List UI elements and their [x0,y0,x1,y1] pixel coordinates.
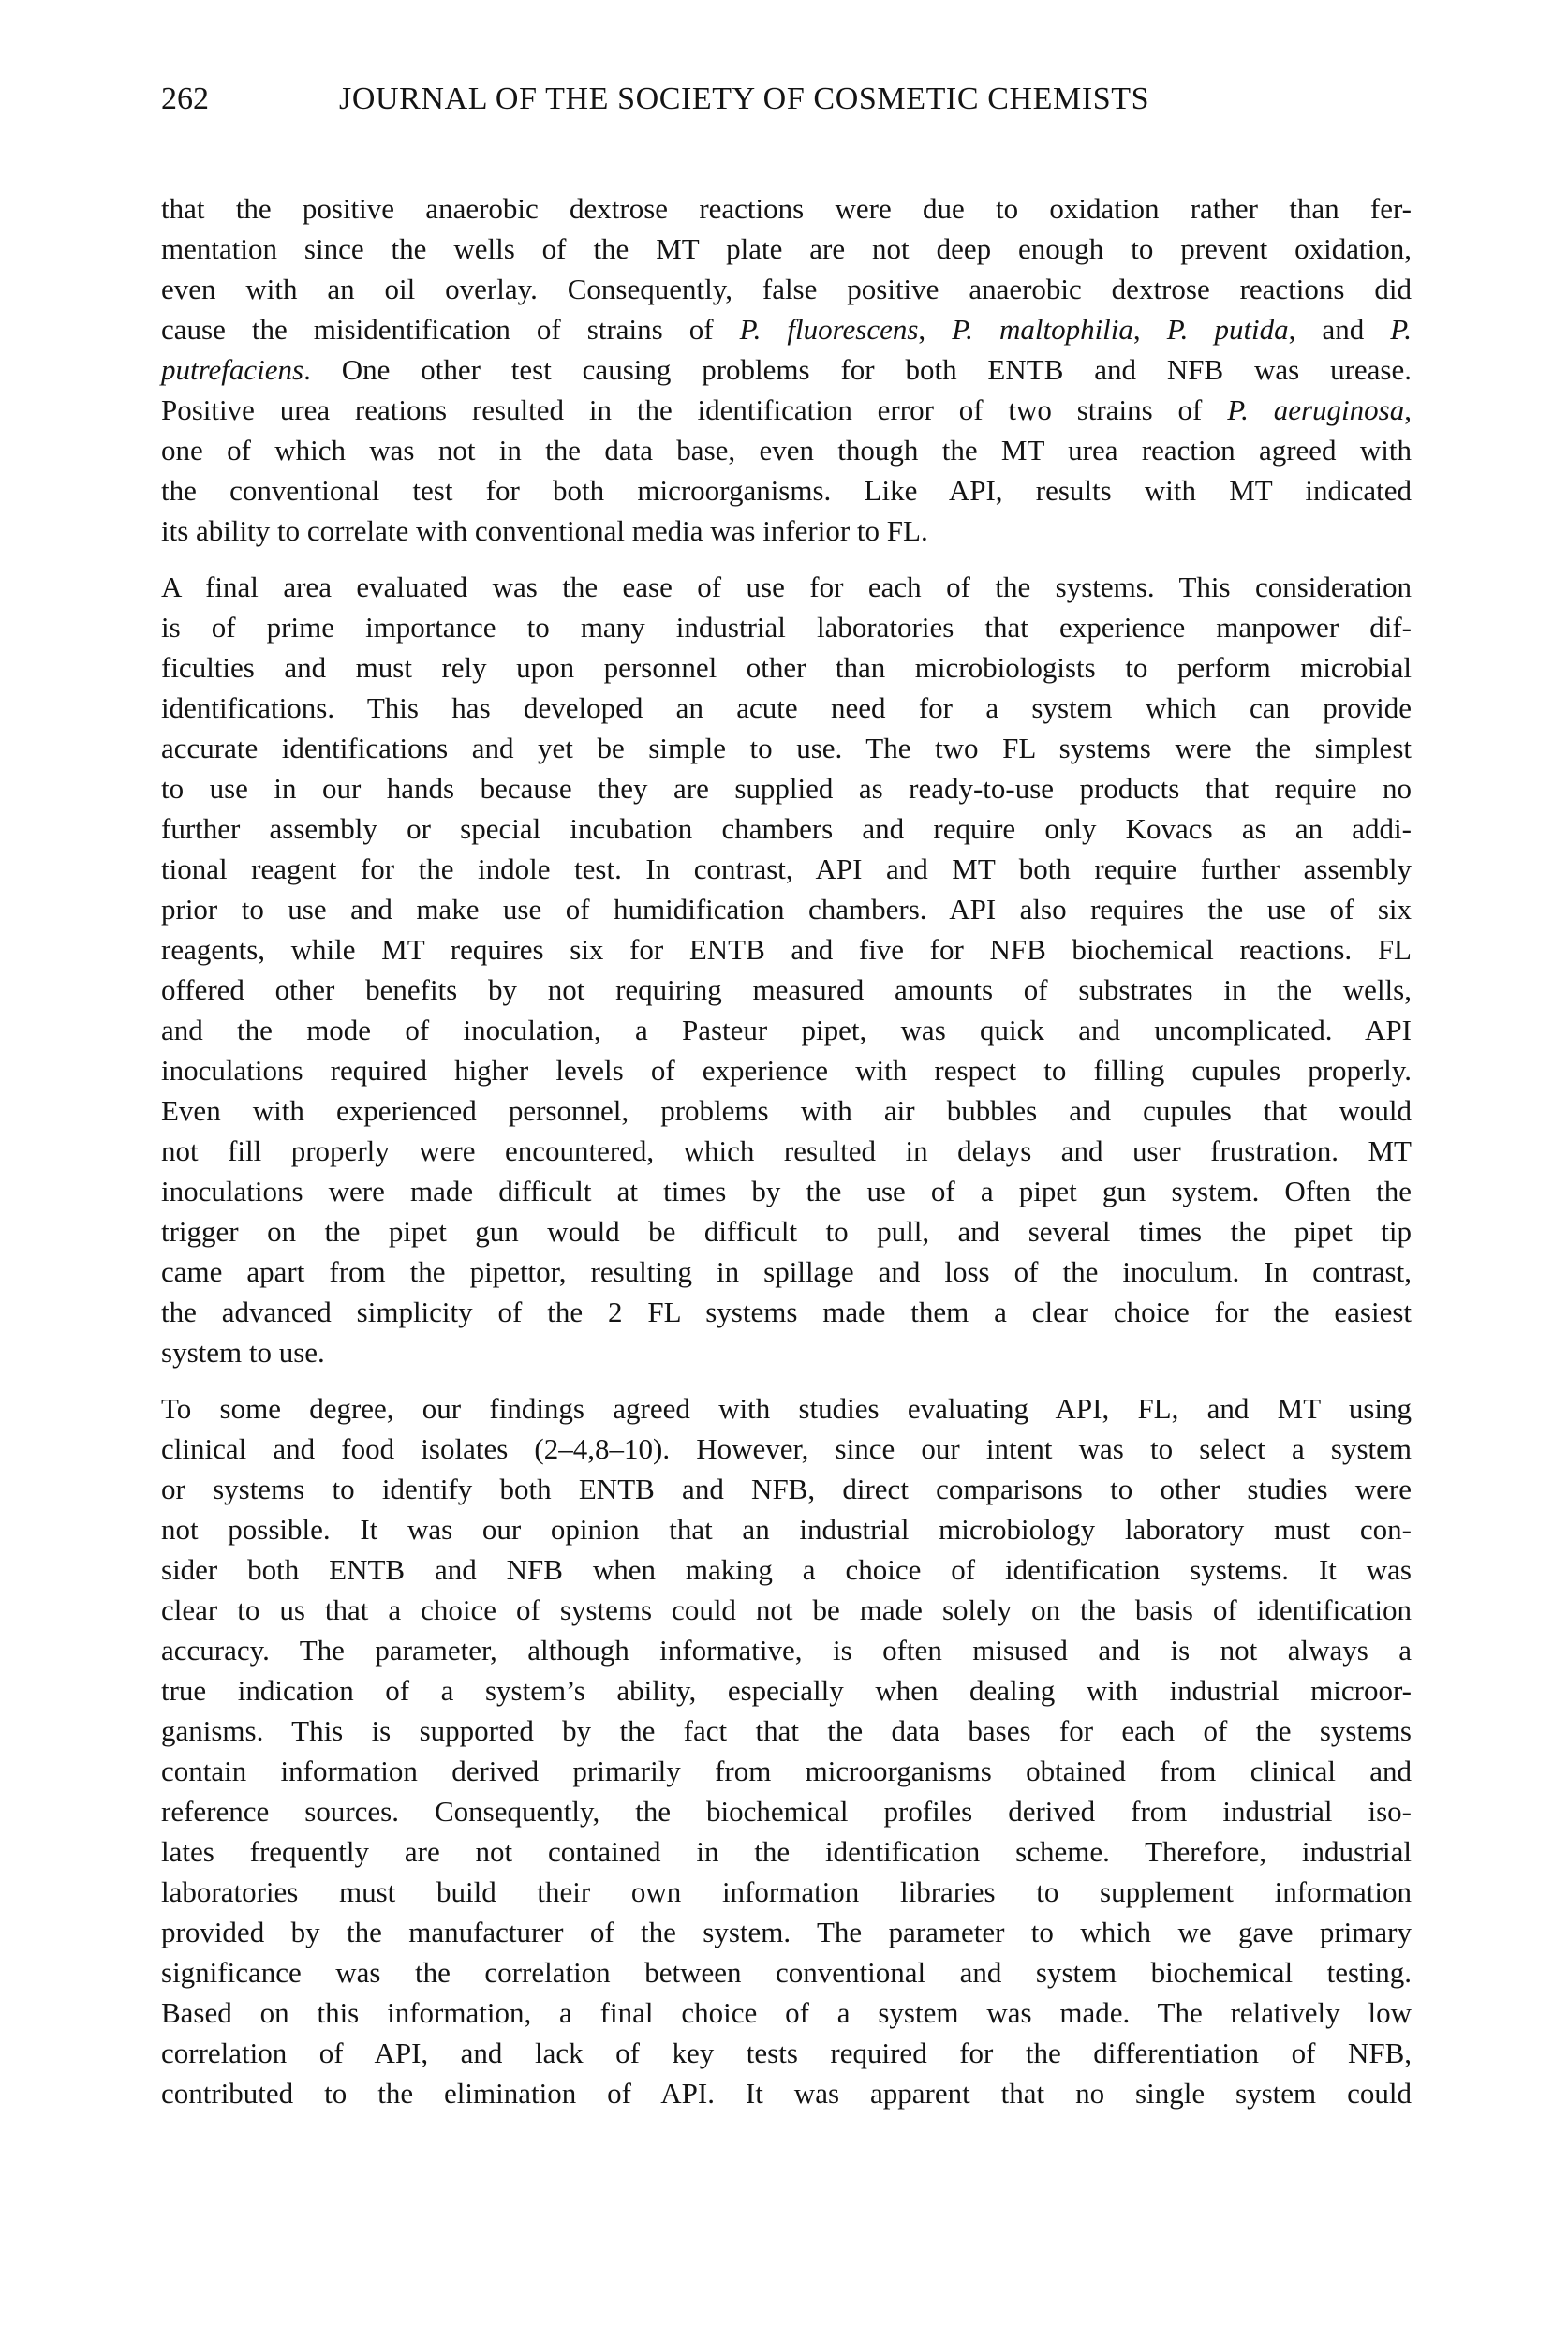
text-line [161,1171,1412,1211]
text-line [161,269,1412,309]
text-run: inoculations required higher levels of experience with respect to filling cupules properly. [161,1054,1412,1087]
paragraph [161,188,1412,551]
text-run: Based on this information, a final choice of a system was made. The relatively low [161,1996,1412,2029]
text-line [161,1993,1412,2033]
text-line [161,2033,1412,2073]
text-line [161,1509,1412,1549]
text-line [161,1912,1412,1952]
text-run: mentation since the wells of the MT plate are not deep enough to prevent oxidation, [161,232,1412,265]
text-run: Positive urea reations resulted in the identification error of two strains of [161,393,1228,426]
text-run: reference sources. Consequently, the biochemical profiles derived from industrial iso- [161,1795,1412,1828]
text-line [161,1670,1412,1711]
text-run: even with an oil overlay. Consequently, false positive anaerobic dextrose reactions did [161,273,1412,305]
text-run: cause the misidentification of strains of [161,313,740,346]
text-run: trigger on the pipet gun would be difficult to pull, and several times the pipet tip [161,1215,1412,1248]
text-line [161,688,1412,728]
text-line [161,229,1412,269]
text-run: ficulties and must rely upon personnel other than microbiologists to perform microbial [161,651,1412,684]
text-line [161,511,1412,551]
species-name: P. fluorescens [739,313,919,346]
text-run: inoculations were made difficult at times by the use of a pipet gun system. Often the [161,1175,1412,1207]
text-run: system to use. [161,1336,325,1369]
text-line [161,1388,1412,1429]
text-line [161,768,1412,808]
text-line [161,1429,1412,1469]
text-run: reagents, while MT requires six for ENTB and five for NFB biochemical reactions. FL [161,933,1412,966]
text-run: significance was the correlation between conventional and system biochemical testing. [161,1956,1412,1989]
text-line [161,1872,1412,1912]
text-line [161,970,1412,1010]
text-run: one of which was not in the data base, even though the MT urea reaction agreed with [161,434,1412,467]
text-line [161,470,1412,511]
text-run: tional reagent for the indole test. In contrast, API and MT both require further assembly [161,852,1412,885]
text-run: contain information derived primarily from microorganisms obtained from clinical and [161,1755,1412,1787]
text-line [161,1831,1412,1872]
text-run: to use in our hands because they are supplied as ready-to-use products that require no [161,772,1412,805]
text-run: clear to us that a choice of systems could not be made solely on the basis of identification [161,1593,1412,1626]
text-run: that the positive anaerobic dextrose reactions were due to oxidation rather than fer- [161,192,1412,225]
text-run: not possible. It was our opinion that an industrial microbiology laboratory must con- [161,1513,1412,1546]
text-run: the conventional test for both microorganisms. Like API, results with MT indicated [161,474,1412,507]
species-name: P. putida [1166,313,1289,346]
journal-title: JOURNAL OF THE SOCIETY OF COSMETIC CHEMISTS [339,81,1150,116]
text-run: Even with experienced personnel, problems with air bubbles and cupules that would [161,1094,1412,1127]
text-run: To some degree, our findings agreed with studies evaluating API, FL, and MT using [161,1392,1412,1425]
text-run: sider both ENTB and NFB when making a choice of identification systems. It was [161,1553,1412,1586]
text-run: provided by the manufacturer of the system. The parameter to which we gave primary [161,1916,1412,1948]
text-run: or systems to identify both ENTB and NFB, direct comparisons to other studies were [161,1473,1412,1505]
text-run: its ability to correlate with conventional media was inferior to FL. [161,514,928,547]
text-line [161,1952,1412,1993]
text-line [161,1751,1412,1791]
article-body [161,188,1412,2113]
text-line [161,309,1412,349]
text-line [161,1131,1412,1171]
text-run: . One other test causing problems for both ENTB and NFB was urease. [303,353,1412,386]
text-line [161,889,1412,929]
text-line [161,1211,1412,1252]
species-name: putrefaciens [161,353,304,386]
text-run: offered other benefits by not requiring measured amounts of substrates in the wells, [161,973,1412,1006]
text-line [161,647,1412,688]
text-line [161,1050,1412,1090]
text-run: ganisms. This is supported by the fact that the data bases for each of the systems [161,1714,1412,1747]
text-line [161,607,1412,647]
text-run: , [918,313,953,346]
text-line [161,390,1412,430]
text-run: A final area evaluated was the ease of use for each of the systems. This consideration [161,570,1412,603]
paragraph [161,567,1412,1372]
text-line [161,1469,1412,1509]
text-line [161,1590,1412,1630]
text-run: accurate identifications and yet be simple to use. The two FL systems were the simplest [161,732,1412,764]
text-run: the advanced simplicity of the 2 FL systems made them a clear choice for the easiest [161,1296,1412,1328]
text-line [161,1090,1412,1131]
paragraph [161,1388,1412,2113]
text-line [161,1292,1412,1332]
text-run: not fill properly were encountered, which resulted in delays and user frustration. MT [161,1134,1412,1167]
species-name: P. maltophilia [952,313,1133,346]
text-run: clinical and food isolates (2–4,8–10). However, since our intent was to select a system [161,1432,1412,1465]
page-number: 262 [161,81,209,116]
text-run: came apart from the pipettor, resulting in spillage and loss of the inoculum. In contrast, [161,1255,1412,1288]
text-line [161,567,1412,607]
text-line [161,1711,1412,1751]
text-run: lates frequently are not contained in the identification scheme. Therefore, industrial [161,1835,1412,1868]
text-run: identifications. This has developed an acute need for a system which can provide [161,691,1412,724]
text-run: true indication of a system’s ability, especially when dealing with industrial microor- [161,1674,1412,1707]
text-run: correlation of API, and lack of key tests required for the differentiation of NFB, [161,2037,1412,2069]
text-run: , and [1288,313,1391,346]
text-run: is of prime importance to many industrial laboratories that experience manpower dif- [161,611,1412,644]
text-run: and the mode of inoculation, a Pasteur pipet, was quick and uncomplicated. API [161,1014,1412,1046]
text-line [161,1549,1412,1590]
species-name: P. aeruginosa [1227,393,1405,426]
text-run: , [1404,393,1412,426]
text-run: laboratories must build their own information libraries to supplement information [161,1875,1412,1908]
text-line [161,430,1412,470]
text-line [161,849,1412,889]
text-line [161,1630,1412,1670]
text-run: prior to use and make use of humidification chambers. API also requires the use of six [161,893,1412,926]
text-run: , [1132,313,1167,346]
text-run: accuracy. The parameter, although informative, is often misused and is not always a [161,1634,1412,1667]
text-run: contributed to the elimination of API. It was apparent that no single system could [161,2077,1412,2110]
text-line [161,1010,1412,1050]
text-line [161,728,1412,768]
text-line [161,188,1412,229]
text-line [161,349,1412,390]
text-line [161,2073,1412,2113]
text-line [161,808,1412,849]
species-name: P. [1390,313,1412,346]
text-line [161,1332,1412,1372]
text-run: further assembly or special incubation chambers and require only Kovacs as an addi- [161,812,1412,845]
text-line [161,1252,1412,1292]
text-line [161,929,1412,970]
text-line [161,1791,1412,1831]
